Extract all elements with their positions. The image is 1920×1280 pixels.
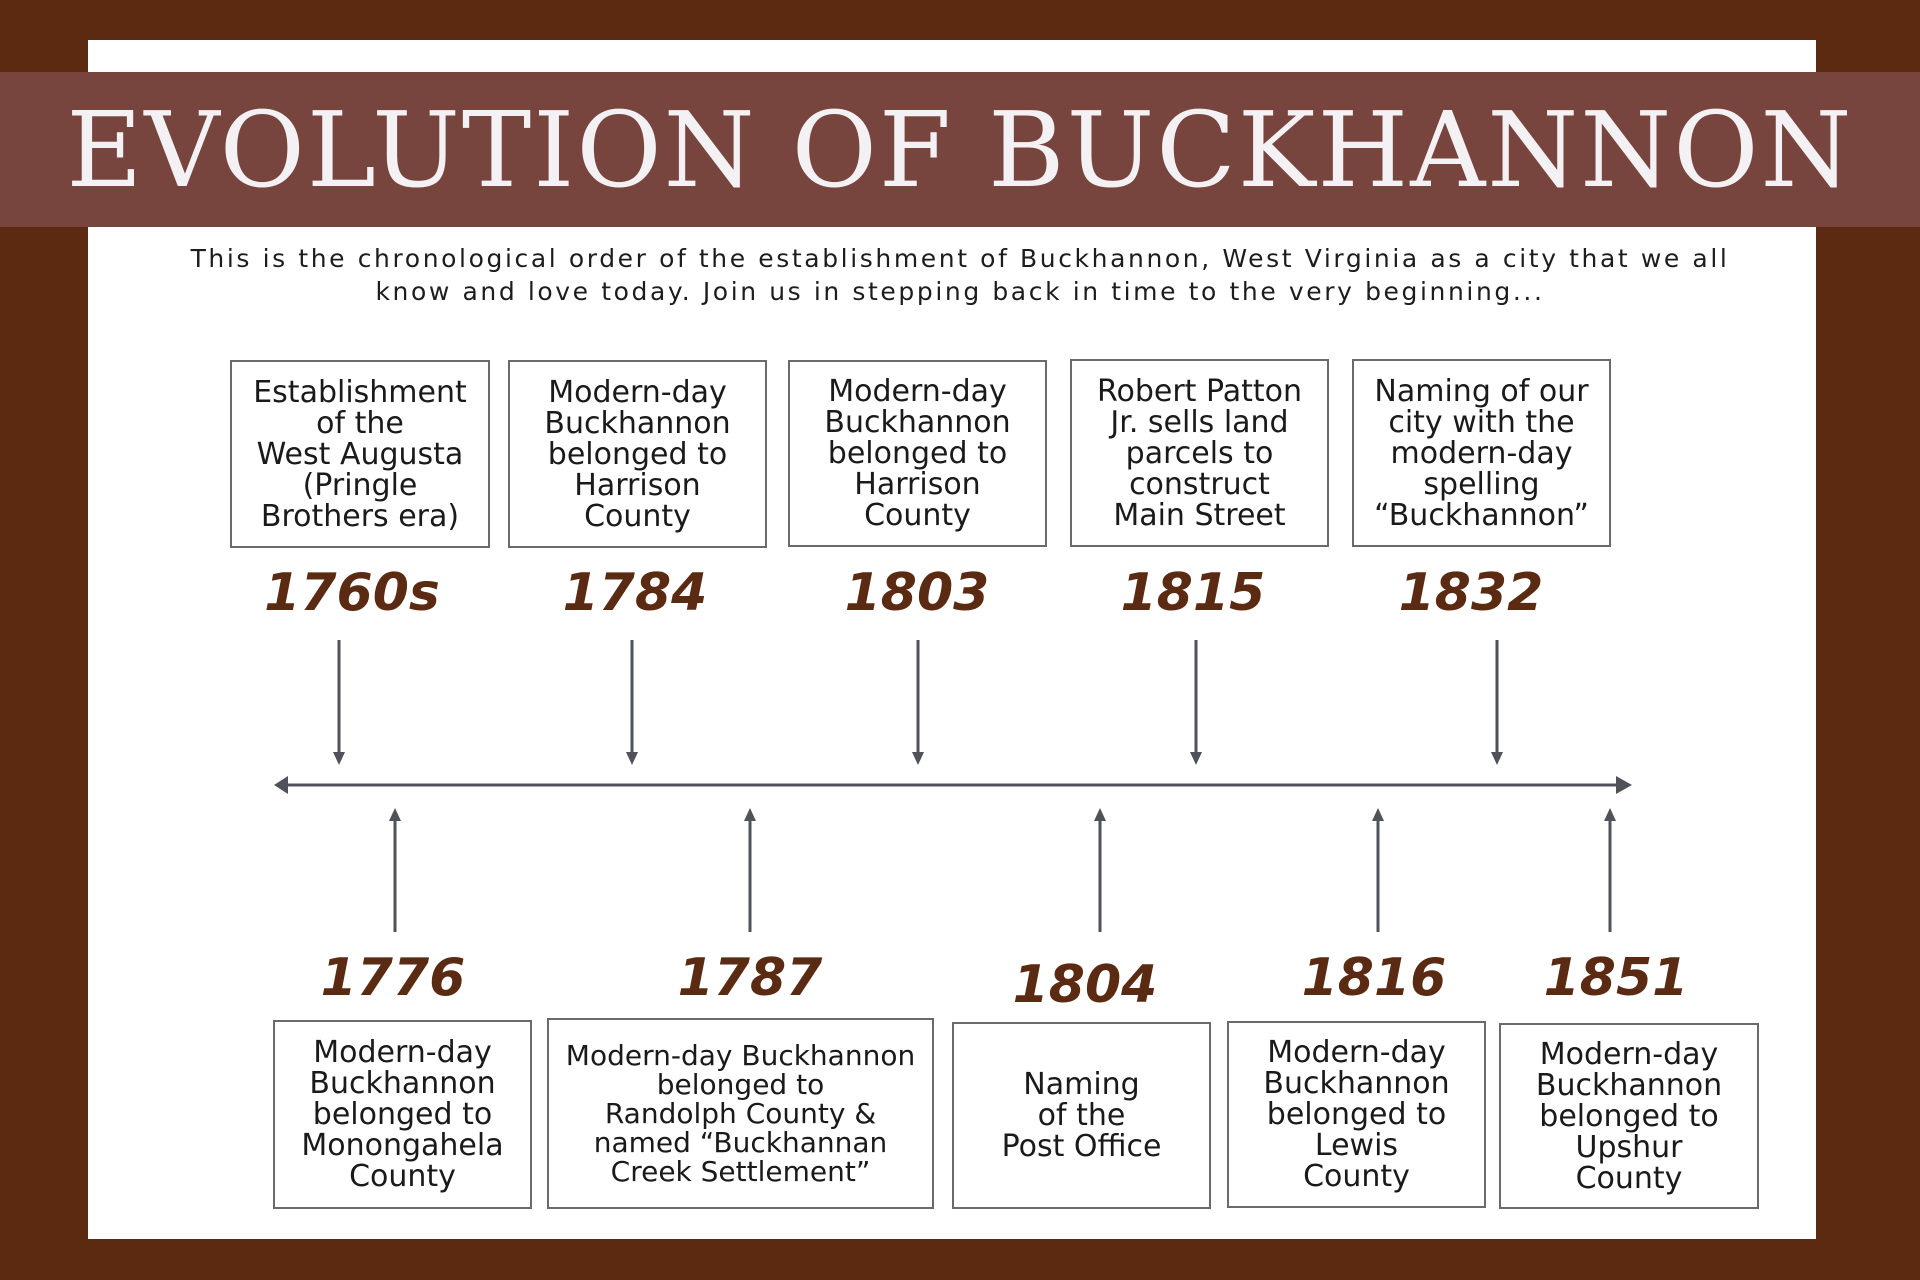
event-box-1851: Modern-day Buckhannon belonged to Upshur County [1499, 1023, 1759, 1209]
year-1851: 1851 [1543, 948, 1689, 1008]
event-box-1832: Naming of our city with the modern-day spelling “Buckhannon” [1352, 359, 1611, 547]
year-1784: 1784 [562, 563, 708, 623]
event-box-1760s: Establishment of the West Augusta (Pringle Brothers era) [230, 360, 490, 548]
page-title: EVOLUTION OF BUCKHANNON [66, 88, 1854, 211]
year-1816: 1816 [1301, 948, 1447, 1008]
event-box-1803: Modern-day Buckhannon belonged to Harrison County [788, 360, 1047, 547]
timeline-right-arrowhead [1616, 776, 1632, 794]
year-1776: 1776 [320, 948, 466, 1008]
event-box-1784: Modern-day Buckhannon belonged to Harrison County [508, 360, 767, 548]
timeline-left-arrowhead [274, 776, 288, 794]
intro-text: This is the chronological order of the establishment of Buckhannon, West Virginia as a city that we all know and love today. Join us in stepping back in time to the very beginning... [190, 244, 1730, 306]
year-1832: 1832 [1398, 563, 1544, 623]
event-box-1816: Modern-day Buckhannon belonged to Lewis County [1227, 1021, 1486, 1208]
year-1804: 1804 [1012, 955, 1158, 1015]
year-1760s: 1760s [264, 563, 440, 623]
event-box-1787: Modern-day Buckhannon belonged to Randolph County & named “Buckhannan Creek Settlement” [547, 1018, 934, 1209]
year-1815: 1815 [1120, 563, 1266, 623]
event-box-1804: Naming of the Post Office [952, 1022, 1211, 1209]
event-box-1815: Robert Patton Jr. sells land parcels to construct Main Street [1070, 359, 1329, 547]
year-1803: 1803 [844, 563, 990, 623]
event-box-1776: Modern-day Buckhannon belonged to Monongahela County [273, 1020, 532, 1209]
year-1787: 1787 [677, 948, 823, 1008]
